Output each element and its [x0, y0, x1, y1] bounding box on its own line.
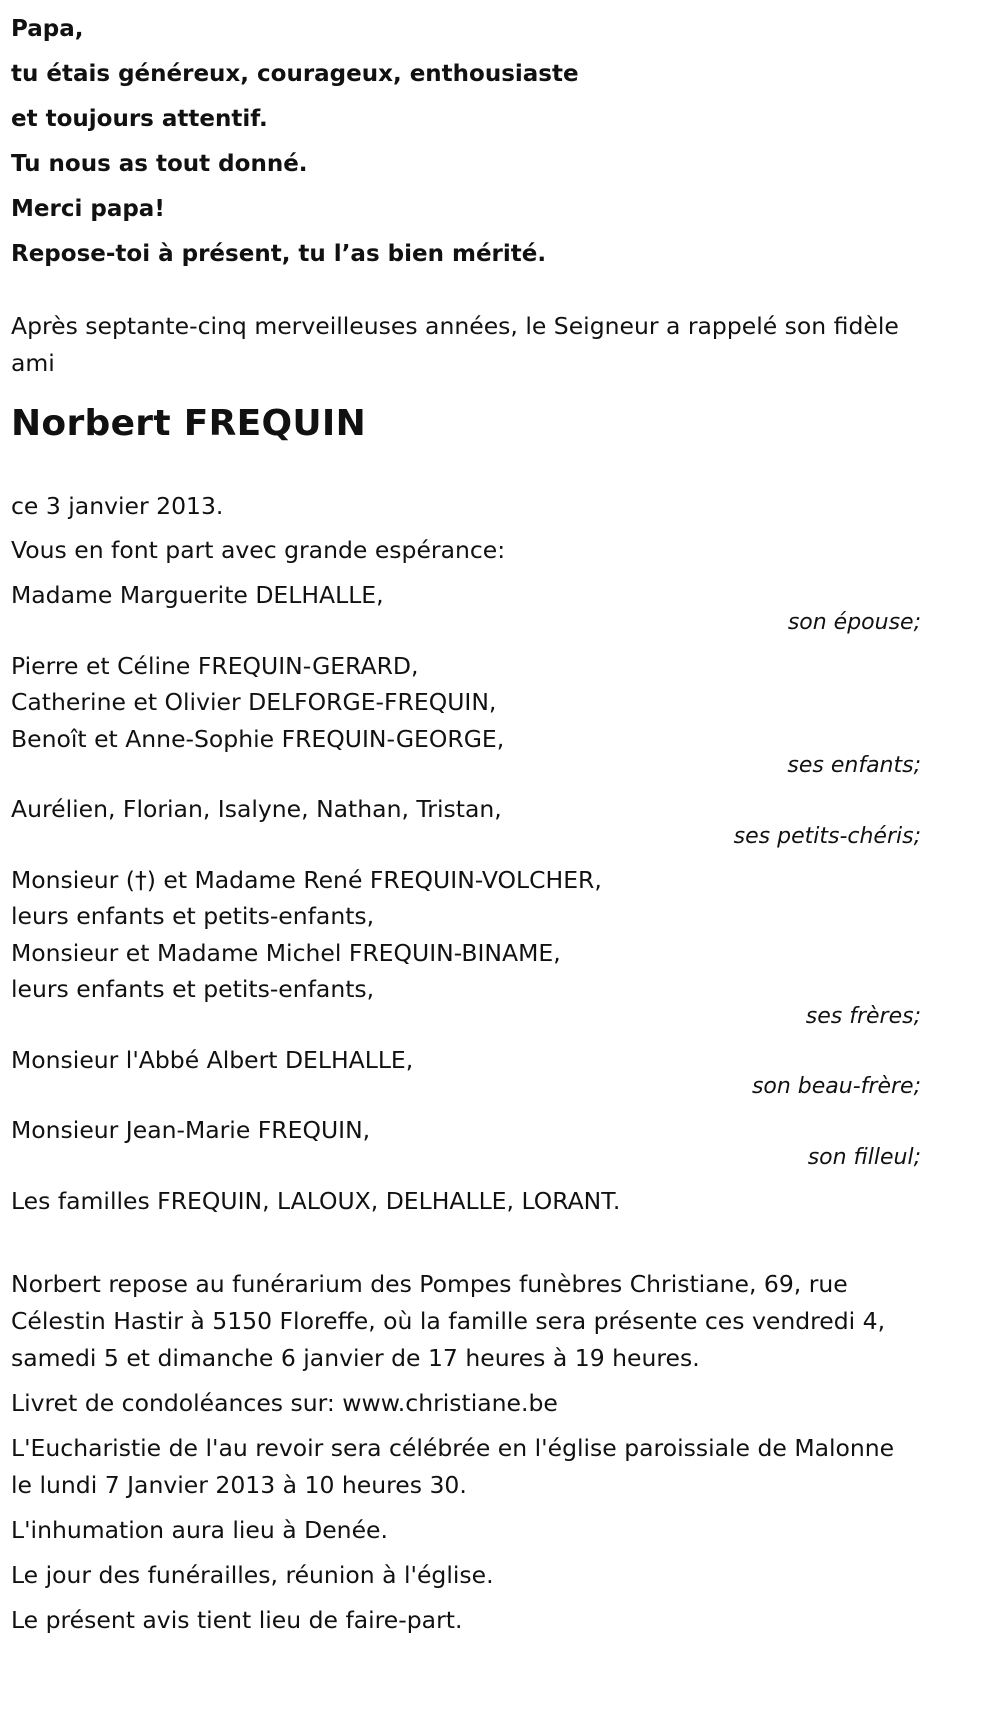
family-member: Pierre et Céline FREQUIN-GERARD, — [11, 651, 419, 680]
family-group-grandchildren — [11, 791, 921, 854]
family-role: ses enfants; — [787, 753, 921, 778]
family-role: son épouse; — [787, 609, 921, 635]
poem-line: et toujours attentif. — [11, 106, 268, 132]
family-member: Benoît et Anne-Sophie FREQUIN-GEORGE, — [11, 724, 505, 753]
poem-line: Tu nous as tout donné. — [11, 151, 308, 177]
death-date: ce 3 janvier 2013. — [11, 492, 224, 520]
family-member: Catherine et Olivier DELFORGE-FREQUIN, — [11, 688, 497, 716]
families-line: Les familles FREQUIN, LALOUX, DELHALLE, LORANT. — [11, 1186, 621, 1215]
family-member: Monsieur Jean-Marie FREQUIN, — [11, 1116, 371, 1144]
family-group-children — [11, 648, 921, 784]
family-group-brothers — [11, 862, 921, 1034]
family-role: son beau-frère; — [751, 1074, 921, 1099]
announcement: Vous en font part avec grande espérance: — [11, 536, 506, 564]
poem-line: Papa, — [11, 16, 84, 42]
family-role: ses petits-chéris; — [733, 823, 921, 849]
family-member: Madame Marguerite DELHALLE, — [11, 581, 384, 609]
family-member: Monsieur l'Abbé Albert DELHALLE, — [11, 1045, 414, 1074]
poem-line: tu étais généreux, courageux, enthousiaste — [11, 61, 579, 87]
family-group-spouse — [11, 577, 921, 640]
burial-paragraph: L'inhumation aura lieu à Denée. — [11, 1515, 388, 1544]
family-group-brother-in-law — [11, 1042, 921, 1105]
family-group-godson — [11, 1112, 921, 1175]
family-member: Monsieur (†) et Madame René FREQUIN-VOLCHER, — [11, 865, 602, 894]
family-role: ses frères; — [805, 1003, 921, 1029]
family-role: son filleul; — [807, 1144, 921, 1170]
poem — [11, 0, 921, 277]
notice-paragraph: Le présent avis tient lieu de faire-part. — [11, 1605, 463, 1634]
funerarium-paragraph: Norbert repose au funérarium des Pompes funèbres Christiane, 69, rue Célestin Hastir à 5150 Floreffe, où la famille sera présente ces vendredi 4, samedi 5 et dimanche 6 janvier de 17 heures à 19 heures. — [11, 1269, 886, 1372]
deceased-name: Norbert FREQUIN — [11, 403, 367, 444]
condolences-paragraph: Livret de condoléances sur: www.christiane.be — [11, 1388, 558, 1417]
family-member: Aurélien, Florian, Isalyne, Nathan, Tristan, — [11, 795, 502, 823]
eucharist-paragraph: L'Eucharistie de l'au revoir sera célébrée en l'église paroissiale de Malonne le lundi 7 Janvier 2013 à 10 heures 30. — [11, 1433, 895, 1499]
poem-line: Merci papa! — [11, 196, 165, 222]
poem-line: Repose-toi à présent, tu l’as bien mérité. — [11, 241, 547, 267]
family-member: leurs enfants et petits-enfants, — [11, 902, 375, 930]
meeting-paragraph: Le jour des funérailles, réunion à l'église. — [11, 1560, 494, 1589]
family-member: Monsieur et Madame Michel FREQUIN-BINAME, — [11, 938, 561, 967]
family-member: leurs enfants et petits-enfants, — [11, 975, 375, 1003]
intro-text: Après septante-cinq merveilleuses années, le Seigneur a rappelé son fidèle ami — [11, 312, 899, 377]
